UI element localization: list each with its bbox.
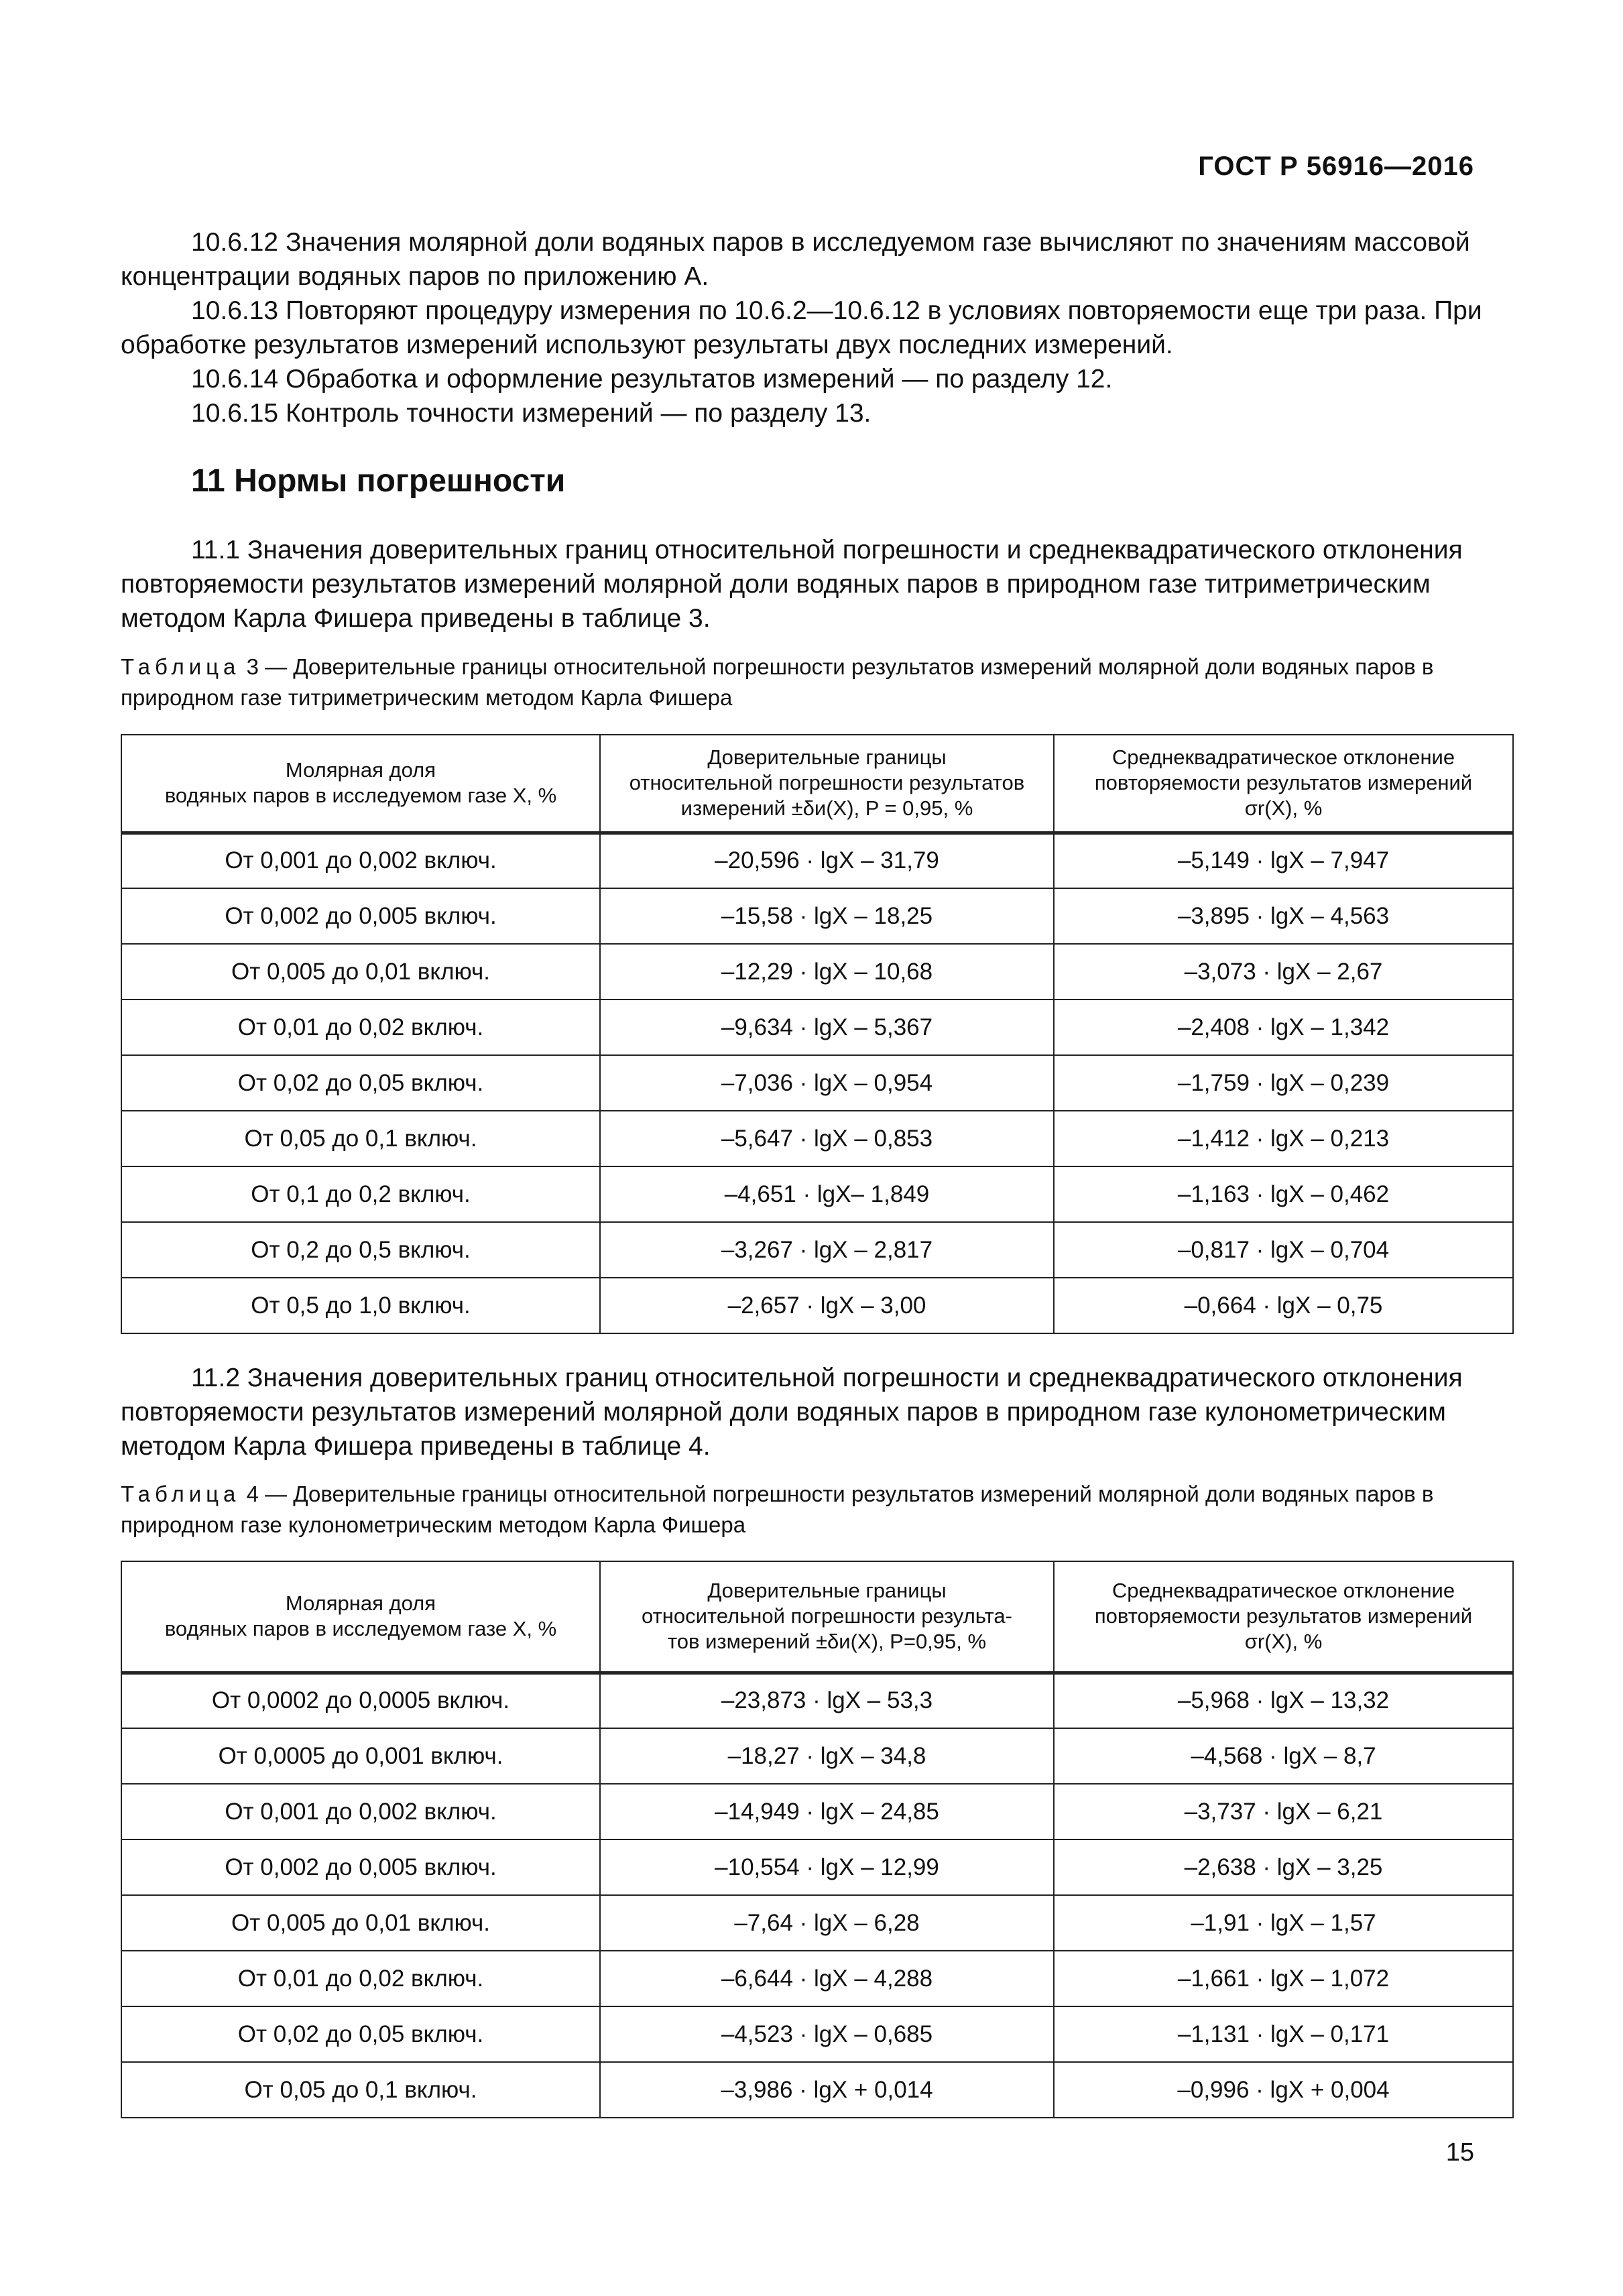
paragraph-text: 10.6.12 Значения молярной доли водяных паров в исследуемом газе вычисляют по значениям массовой концентрации водяных паров по приложению А. (121, 228, 1470, 291)
cell-confidence: –20,596 · lgX – 31,79 (600, 833, 1054, 888)
table-row (121, 1222, 1513, 1278)
cell-deviation: –1,163 · lgX – 0,462 (1054, 1166, 1513, 1222)
cell-range: От 0,05 до 0,1 включ. (121, 2062, 600, 2118)
column-header-confidence-bounds (600, 1561, 1054, 1673)
table-row (121, 2006, 1513, 2062)
cell-confidence: –7,64 · lgX – 6,28 (600, 1895, 1054, 1951)
table-row (121, 1728, 1513, 1784)
table-row (121, 2062, 1513, 2118)
cell-confidence: –7,036 · lgX – 0,954 (600, 1055, 1054, 1111)
cell-deviation: –1,661 · lgX – 1,072 (1054, 1951, 1513, 2006)
cell-deviation: –0,817 · lgX – 0,704 (1054, 1222, 1513, 1278)
column-header-molar-fraction (121, 1561, 600, 1673)
cell-deviation: –5,149 · lgX – 7,947 (1054, 833, 1513, 888)
header-line: водяных паров в исследуемом газе X, % (164, 1617, 557, 1641)
paragraph-10-6-13 (121, 294, 1484, 362)
page-number: 15 (1445, 2138, 1474, 2167)
paragraph-text: 11.2 Значения доверительных границ относительной погрешности и среднеквадратического отклонения повторяемости результатов измерений молярной доли водяных паров в природном газе кулонометрическим методом Карла Фишера приведены в таблице 4. (121, 1364, 1463, 1461)
cell-confidence: –23,873 · lgX – 53,3 (600, 1673, 1054, 1728)
cell-range: От 0,2 до 0,5 включ. (121, 1222, 600, 1278)
cell-confidence: –6,644 · lgX – 4,288 (600, 1951, 1054, 2006)
header-line: Доверительные границы (707, 745, 947, 770)
cell-confidence: –18,27 · lgX – 34,8 (600, 1728, 1054, 1784)
cell-range: От 0,0002 до 0,0005 включ. (121, 1673, 600, 1728)
column-header-std-deviation (1054, 1561, 1513, 1673)
cell-range: От 0,02 до 0,05 включ. (121, 2006, 600, 2062)
cell-range: От 0,002 до 0,005 включ. (121, 888, 600, 944)
column-header-molar-fraction (121, 735, 600, 833)
header-line: Среднеквадратическое отклонение (1111, 745, 1455, 770)
caption-text: 4 — Доверительные границы относительной погрешности результатов измерений молярной доли водяных паров в природном газе кулонометрическим методом Карла Фишера (121, 1482, 1434, 1537)
table-4 (121, 1561, 1514, 2118)
header-line: Среднеквадратическое отклонение (1111, 1579, 1455, 1603)
table-row (121, 1278, 1513, 1333)
cell-confidence: –3,267 · lgX – 2,817 (600, 1222, 1054, 1278)
cell-deviation: –1,412 · lgX – 0,213 (1054, 1111, 1513, 1166)
cell-range: От 0,001 до 0,002 включ. (121, 833, 600, 888)
cell-deviation: –2,638 · lgX – 3,25 (1054, 1839, 1513, 1895)
cell-deviation: –3,073 · lgX – 2,67 (1054, 944, 1513, 1000)
cell-deviation: –1,131 · lgX – 0,171 (1054, 2006, 1513, 2062)
header-line: Доверительные границы (707, 1579, 947, 1603)
header-line: повторяемости результатов измерений (1094, 771, 1473, 795)
table-row (121, 888, 1513, 944)
header-line: относительной погрешности результатов (629, 771, 1025, 795)
paragraph-11-1 (121, 533, 1484, 636)
cell-deviation: –1,759 · lgX – 0,239 (1054, 1055, 1513, 1111)
header-line: Молярная доля (285, 1591, 436, 1616)
cell-confidence: –4,651 · lgX– 1,849 (600, 1166, 1054, 1222)
cell-range: От 0,05 до 0,1 включ. (121, 1111, 600, 1166)
header-line: повторяемости результатов измерений (1094, 1604, 1473, 1628)
cell-range: От 0,5 до 1,0 включ. (121, 1278, 600, 1333)
cell-range: От 0,002 до 0,005 включ. (121, 1839, 600, 1895)
cell-deviation: –5,968 · lgX – 13,32 (1054, 1673, 1513, 1728)
cell-deviation: –3,737 · lgX – 6,21 (1054, 1784, 1513, 1839)
table-row (121, 833, 1513, 888)
cell-range: От 0,02 до 0,05 включ. (121, 1055, 600, 1111)
cell-confidence: –4,523 · lgX – 0,685 (600, 2006, 1054, 2062)
cell-confidence: –15,58 · lgX – 18,25 (600, 888, 1054, 944)
cell-confidence: –10,554 · lgX – 12,99 (600, 1839, 1054, 1895)
cell-range: От 0,005 до 0,01 включ. (121, 944, 600, 1000)
table-row (121, 1839, 1513, 1895)
paragraph-11-2 (121, 1361, 1484, 1463)
cell-range: От 0,0005 до 0,001 включ. (121, 1728, 600, 1784)
cell-deviation: –0,996 · lgX + 0,004 (1054, 2062, 1513, 2118)
paragraph-text: 10.6.15 Контроль точности измерений — по разделу 13. (191, 399, 871, 428)
section-title: 11 Нормы погрешности (191, 463, 566, 499)
column-header-confidence-bounds (600, 735, 1054, 833)
cell-confidence: –14,949 · lgX – 24,85 (600, 1784, 1054, 1839)
cell-range: От 0,01 до 0,02 включ. (121, 1000, 600, 1055)
table-row (121, 1055, 1513, 1111)
table-row (121, 1166, 1513, 1222)
paragraph-10-6-12 (121, 225, 1484, 294)
header-line: тов измерений ±δи(X), P=0,95, % (667, 1630, 987, 1654)
table-row (121, 1895, 1513, 1951)
cell-confidence: –12,29 · lgX – 10,68 (600, 944, 1054, 1000)
paragraph-text: 10.6.14 Обработка и оформление результатов измерений — по разделу 12. (191, 365, 1113, 394)
header-line: Молярная доля (285, 758, 436, 782)
cell-deviation: –2,408 · lgX – 1,342 (1054, 1000, 1513, 1055)
cell-confidence: –2,657 · lgX – 3,00 (600, 1278, 1054, 1333)
table-row (121, 1111, 1513, 1166)
paragraph-10-6-14 (121, 362, 1484, 396)
table-label: Таблица (121, 1482, 241, 1506)
cell-range: От 0,1 до 0,2 включ. (121, 1166, 600, 1222)
standard-header: ГОСТ Р 56916—2016 (1198, 152, 1474, 181)
cell-deviation: –1,91 · lgX – 1,57 (1054, 1895, 1513, 1951)
cell-deviation: –0,664 · lgX – 0,75 (1054, 1278, 1513, 1333)
table-row (121, 1673, 1513, 1728)
header-line: измерений ±δи(X), P = 0,95, % (680, 796, 973, 821)
table3-caption (121, 652, 1484, 713)
table-row (121, 1784, 1513, 1839)
cell-deviation: –3,895 · lgX – 4,563 (1054, 888, 1513, 944)
cell-range: От 0,001 до 0,002 включ. (121, 1784, 600, 1839)
cell-range: От 0,01 до 0,02 включ. (121, 1951, 600, 2006)
paragraph-text: 10.6.13 Повторяют процедуру измерения по 10.6.2—10.6.12 в условиях повторяемости еще три раза. При обработке результатов измерений используют результаты двух последних измерений. (121, 296, 1482, 359)
cell-confidence: –9,634 · lgX – 5,367 (600, 1000, 1054, 1055)
table-row (121, 1951, 1513, 2006)
table-label: Таблица (121, 654, 241, 679)
cell-deviation: –4,568 · lgX – 8,7 (1054, 1728, 1513, 1784)
column-header-std-deviation (1054, 735, 1513, 833)
header-line: относительной погрешности результа- (642, 1604, 1012, 1628)
table4-caption (121, 1479, 1484, 1540)
table-row (121, 1000, 1513, 1055)
cell-range: От 0,005 до 0,01 включ. (121, 1895, 600, 1951)
caption-text: 3 — Доверительные границы относительной погрешности результатов измерений молярной доли водяных паров в природном газе титриметрическим методом Карла Фишера (121, 654, 1434, 710)
paragraph-text: 11.1 Значения доверительных границ относительной погрешности и среднеквадратического отклонения повторяемости результатов измерений молярной доли водяных паров в природном газе титриметрическим методом Карла Фишера приведены в таблице 3. (121, 536, 1463, 633)
header-line: водяных паров в исследуемом газе X, % (164, 784, 557, 808)
cell-confidence: –3,986 · lgX + 0,014 (600, 2062, 1054, 2118)
paragraph-10-6-15 (121, 396, 1484, 430)
table-row (121, 944, 1513, 1000)
header-line: σr(X), % (1244, 1630, 1323, 1654)
header-line: σr(X), % (1244, 796, 1323, 821)
cell-confidence: –5,647 · lgX – 0,853 (600, 1111, 1054, 1166)
table-3 (121, 734, 1514, 1334)
